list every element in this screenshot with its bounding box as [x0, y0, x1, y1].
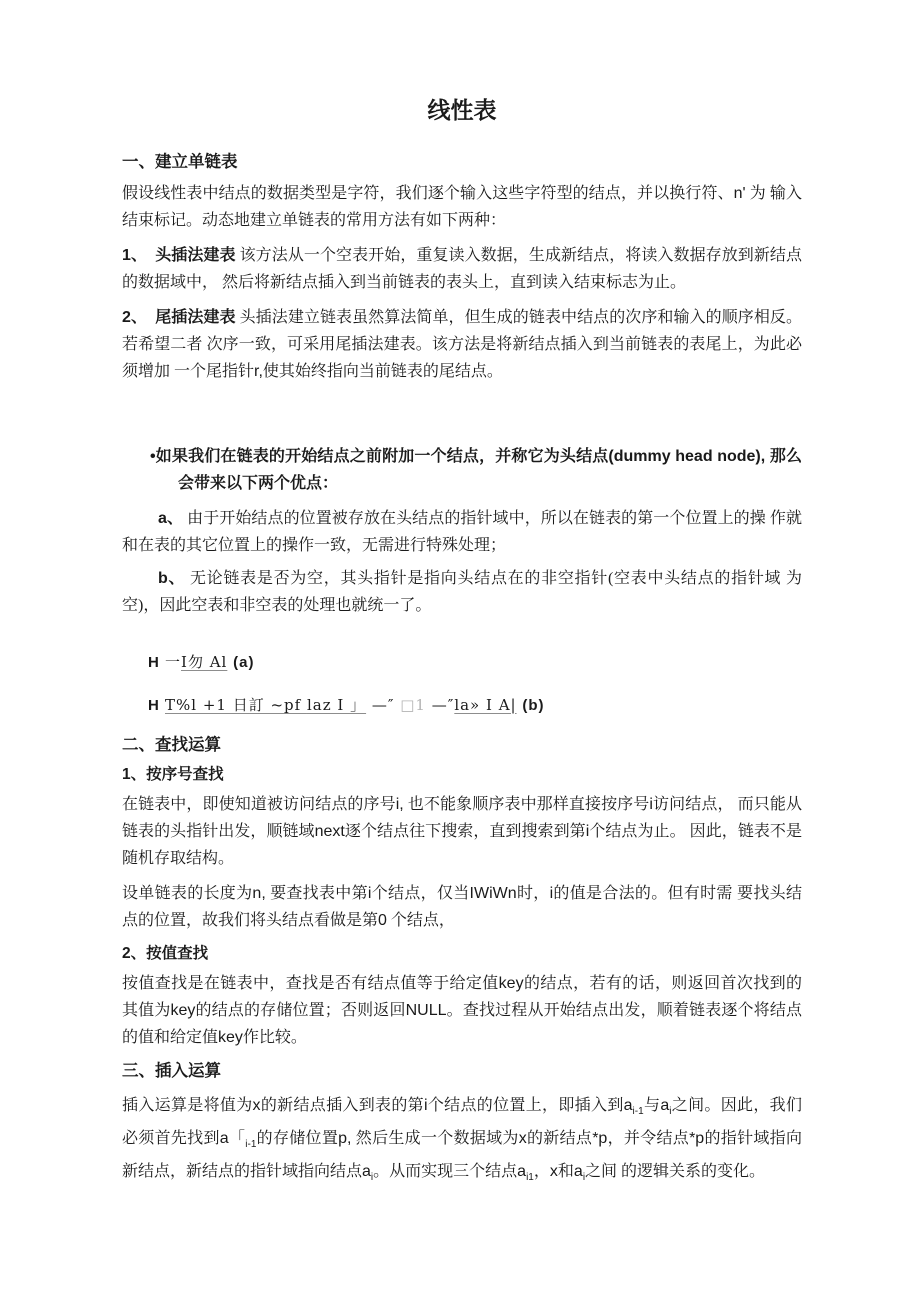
doc-title: 线性表	[427, 97, 497, 123]
figure-line-b: H T%l +1 日訂 ~pf laz I 」 —″ □1 —″la» I A| (b)	[148, 696, 545, 714]
section-3-heading: 三、插入运算	[122, 1062, 221, 1080]
para-search-by-index-2: 设单链表的长度为n, 要查找表中第i个结点，仅当IWiWn时，i的值是合法的。但有时需 要找头结点的位置，故我们将头结点看做是第0 个结点，	[122, 885, 802, 929]
figure-line-a: H 一I勿 Al (a)	[148, 653, 255, 671]
note-dummy-head-bullet: •如果我们在链表的开始结点之前附加一个结点，并称它为头结点(dummy head node), 那么会带来以下两个优点：	[150, 448, 802, 492]
subheading-search-by-value: 2、按值查找	[122, 945, 209, 962]
note-point-b: b、 无论链表是否为空，其头指针是指向头结点在的非空指针(空表中头结点的指针域 为空)，因此空表和非空表的处理也就统一了。	[122, 570, 802, 614]
para-search-by-value: 按值查找是在链表中，查找是否有结点值等于给定值key的结点，若有的话，则返回首次找到的其值为key的结点的存储位置；否则返回NULL。查找过程从开始结点出发，顺着链表逐个将结点的值和给定值key作比较。	[122, 975, 802, 1046]
section-2-heading: 二、查找运算	[122, 736, 221, 754]
section-1-heading: 一、建立单链表	[122, 153, 238, 171]
para-head-insert-method: 1、 头插法建表 该方法从一个空表开始，重复读入数据，生成新结点，将读入数据存放到新结点的数据域中， 然后将新结点插入到当前链表的表头上，直到读入结束标志为止。	[122, 247, 802, 291]
subheading-search-by-index: 1、按序号查找	[122, 766, 224, 783]
para-intro: 假设线性表中结点的数据类型是字符，我们逐个输入这些字符型的结点，并以换行符、n' 为 输入结束标记。动态地建立单链表的常用方法有如下两种：	[122, 185, 802, 229]
para-insert-operation: 插入运算是将值为x的新结点插入到表的第i个结点的位置上，即插入到$a_{i-1}$与$a_i$之间。因此，我们必须首先找到a「$_{i-1}$的存储位置p, 然后生成一个数据域为x的新结点*p，并令结点*p的指针域指向新结点，新结点的指针域指向结点$a_i$。从而实现三个结点$a_{i1}$，x和$a_i$之间 的逻辑关系的变化。	[122, 1097, 802, 1184]
para-tail-insert-method: 2、 尾插法建表 头插法建立链表虽然算法简单，但生成的链表中结点的次序和输入的顺序相反。若希望二者 次序一致，可采用尾插法建表。该方法是将新结点插入到当前链表的表尾上，为此必须增加 一个尾指针r,使其始终指向当前链表的尾结点。	[122, 309, 802, 380]
para-search-by-index-1: 在链表中，即使知道被访问结点的序号i, 也不能象顺序表中那样直接按序号i访问结点， 而只能从链表的头指针出发，顺链域next逐个结点往下搜索，直到搜索到第i个结点为止。 因此，链表不是随机存取结构。	[122, 796, 802, 867]
note-point-a: a、 由于开始结点的位置被存放在头结点的指针域中，所以在链表的第一个位置上的操 作就和在表的其它位置上的操作一致，无需进行特殊处理；	[122, 510, 802, 554]
